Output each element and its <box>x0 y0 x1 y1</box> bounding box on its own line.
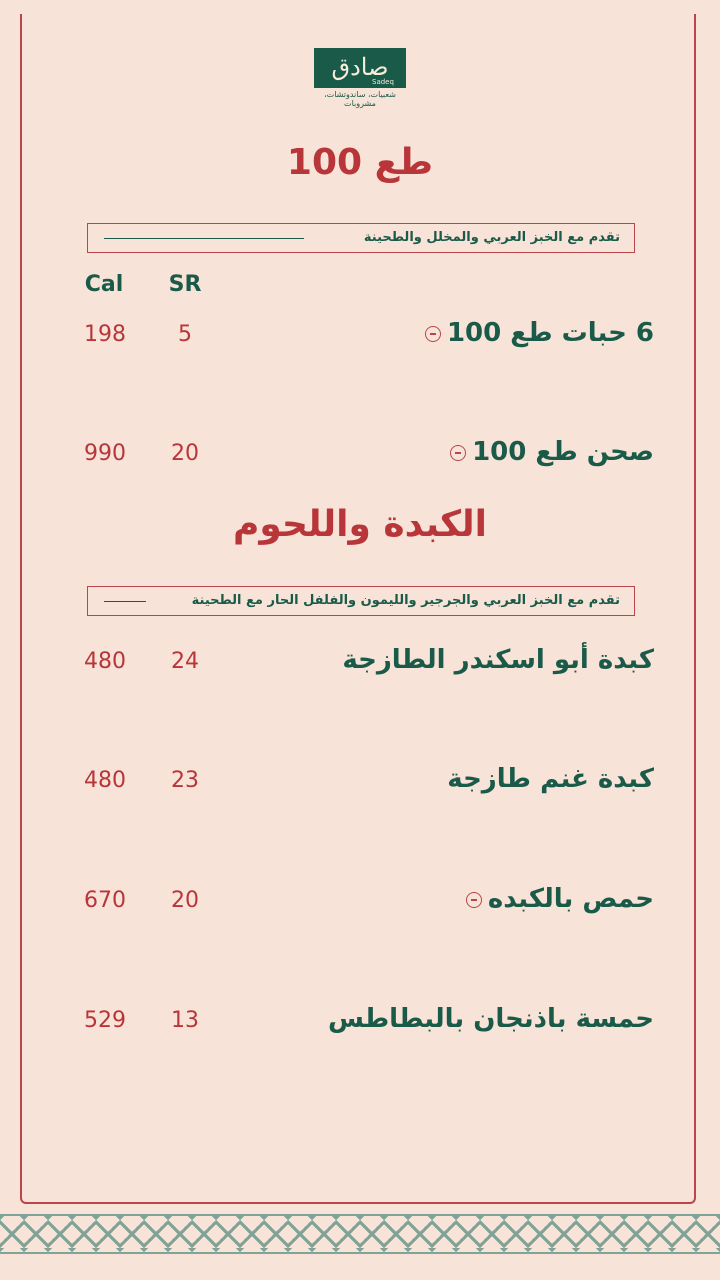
menu-item <box>425 318 654 348</box>
item-name: 6 حبات طع 100 <box>446 318 654 348</box>
section-note: تقدم مع الخبز العربي والمخلل والطحينة <box>363 230 620 245</box>
item-calories: 198 <box>84 322 126 347</box>
item-name: كبدة غنم طازجة <box>447 764 654 794</box>
menu-item <box>450 437 654 467</box>
vegetarian-icon <box>450 445 466 461</box>
vegetarian-icon <box>425 326 441 342</box>
note-divider <box>104 601 146 602</box>
section-note-box <box>87 586 635 616</box>
section-title-taa100: طع 100 <box>286 142 434 183</box>
item-name: صحن طع 100 <box>472 437 654 467</box>
section-title-liver-meat: الكبدة واللحوم <box>233 504 487 545</box>
menu-item <box>342 645 654 675</box>
item-calories: 670 <box>84 888 126 913</box>
item-price: 5 <box>178 322 192 347</box>
item-calories: 480 <box>84 649 126 674</box>
item-calories: 529 <box>84 1008 126 1033</box>
item-price: 23 <box>171 768 199 793</box>
menu-item <box>328 1004 654 1034</box>
brand-tagline: شعبيات، ساندوتشات، مشروبات <box>324 90 396 108</box>
item-price: 24 <box>171 649 199 674</box>
item-price: 20 <box>171 441 199 466</box>
item-name: حمسة باذنجان بالبطاطس <box>327 1004 654 1034</box>
vegetarian-icon <box>466 892 482 908</box>
brand-latin: Sadeq <box>372 78 394 86</box>
item-name: حمص بالكبده <box>487 884 654 914</box>
decorative-border-pattern <box>0 1214 720 1254</box>
item-calories: 990 <box>84 441 126 466</box>
menu-item <box>466 884 654 914</box>
item-calories: 480 <box>84 768 126 793</box>
item-price: 13 <box>171 1008 199 1033</box>
brand-logo: صادق <box>314 48 406 88</box>
menu-item <box>447 764 654 794</box>
note-divider <box>104 238 304 239</box>
price-column-header: SR <box>168 272 202 297</box>
item-price: 20 <box>171 888 199 913</box>
section-note: تقدم مع الخبز العربي والجرجير والليمون والفلفل الحار مع الطحينة <box>191 593 620 608</box>
item-name: كبدة أبو اسكندر الطازجة <box>342 645 654 675</box>
calories-column-header: Cal <box>84 272 124 297</box>
section-note-box <box>87 223 635 253</box>
